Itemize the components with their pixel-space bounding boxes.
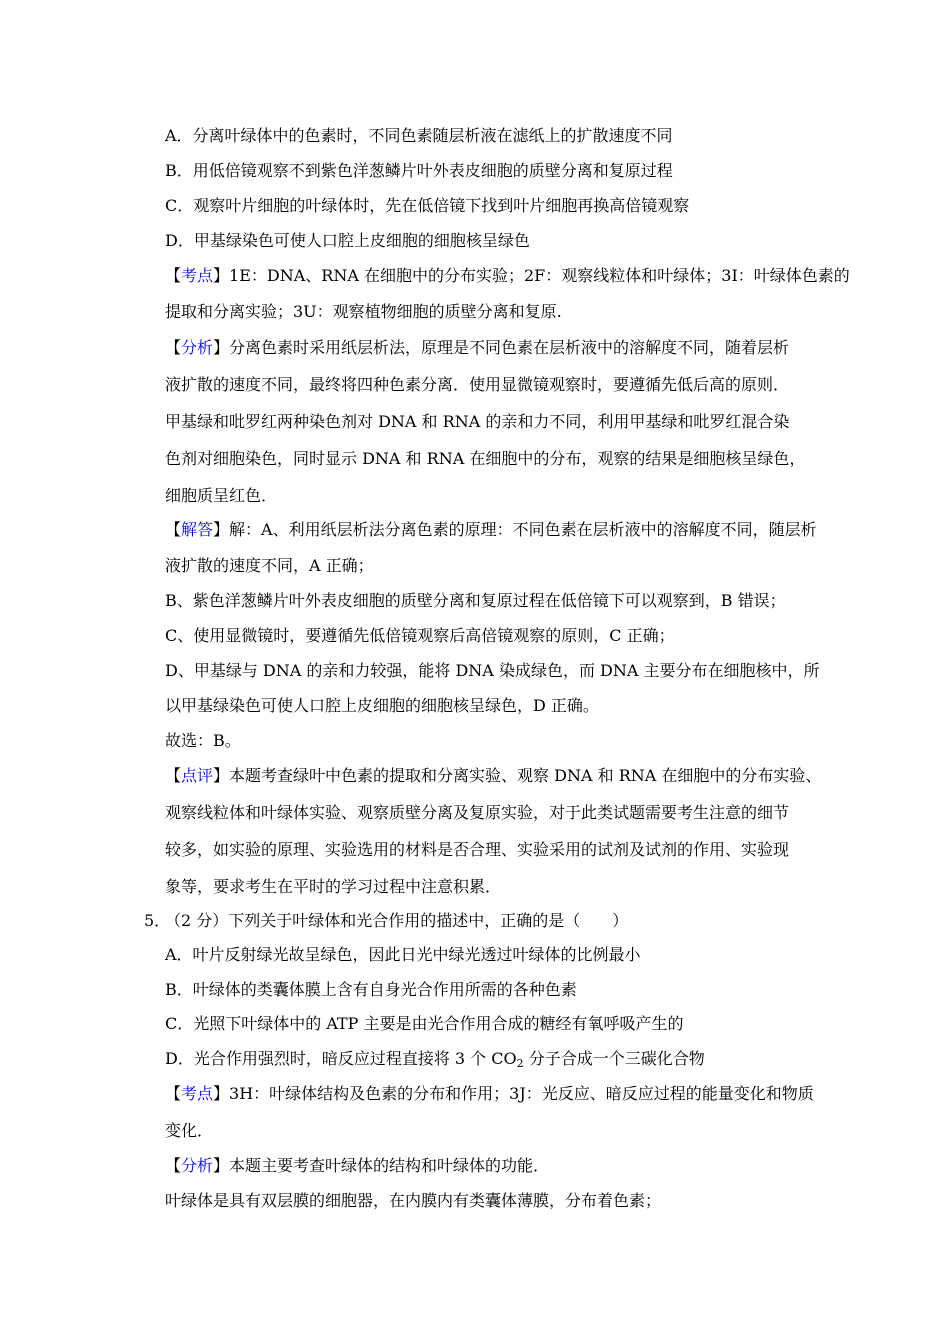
bracket-open: 【 (165, 266, 182, 285)
jieda-label: 解答 (181, 520, 214, 539)
jieda-text-cont: 液扩散的速度不同，A 正确； (165, 556, 374, 575)
jieda-text-cont: 以甲基绿染色可使人口腔上皮细胞的细胞核呈绿色，D 正确。 (165, 696, 599, 715)
jieda-text-cont: B、紫色洋葱鳞片叶外表皮细胞的质壁分离和复原过程在低倍镜下可以观察到，B 错误； (165, 591, 786, 610)
bracket-open: 【 (165, 1084, 182, 1103)
q5-fenxi-text: 本题主要考查叶绿体的结构和叶绿体的功能． (229, 1156, 550, 1175)
dianping-text-cont: 象等，要求考生在平时的学习过程中注意积累． (165, 877, 502, 896)
question-number: 5． (144, 911, 171, 930)
bracket-open: 【 (165, 766, 182, 785)
dianping-text-cont: 较多，如实验的原理、实验选用的材料是否合理、实验采用的试剂及试剂的作用、实验现 (165, 840, 790, 859)
bracket-open: 【 (165, 338, 182, 357)
kaodian-text: 1E：DNA、RNA 在细胞中的分布实验；2F：观察线粒体和叶绿体；3I：叶绿体色素的 (229, 266, 850, 285)
option-a: A．分离叶绿体中的色素时，不同色素随层析液在滤纸上的扩散速度不同 (165, 126, 673, 145)
q5-option-d-text: D．光合作用强烈时，暗反应过程直接将 3 个 CO (165, 1049, 517, 1068)
bracket-close: 】 (213, 1084, 230, 1103)
q5-kaodian-section (165, 1084, 830, 1104)
jieda-text-cont: D、甲基绿与 DNA 的亲和力较强，能将 DNA 染成绿色，而 DNA 主要分布在细胞核中，所 (165, 661, 820, 680)
fenxi-text: 分离色素时采用纸层析法，原理是不同色素在层析液中的溶解度不同，随着层析 (229, 338, 790, 357)
bracket-close: 】 (213, 1156, 230, 1175)
dianping-text: 本题考查绿叶中色素的提取和分离实验、观察 DNA 和 RNA 在细胞中的分布实验、 (229, 766, 822, 785)
question-stem: （2 分）下列关于叶绿体和光合作用的描述中，正确的是（ ） (165, 911, 629, 930)
q5-fenxi-label: 分析 (181, 1156, 214, 1175)
q5-fenxi-text-cont: 叶绿体是具有双层膜的细胞器，在内膜内有类囊体薄膜，分布着色素； (165, 1191, 662, 1210)
option-c: C．观察叶片细胞的叶绿体时，先在低倍镜下找到叶片细胞再换高倍镜观察 (165, 196, 690, 215)
bracket-close: 】 (213, 766, 230, 785)
dianping-text-cont: 观察线粒体和叶绿体实验、观察质壁分离及复原实验，对于此类试题需要考生注意的细节 (165, 803, 790, 822)
fenxi-text-cont: 甲基绿和吡罗红两种染色剂对 DNA 和 RNA 的亲和力不同，利用甲基绿和吡罗红混合染 (165, 412, 790, 431)
q5-kaodian-label: 考点 (181, 1084, 214, 1103)
dianping-label: 点评 (181, 766, 214, 785)
jieda-section (165, 520, 830, 540)
bracket-close: 】 (213, 338, 230, 357)
q5-option-a: A．叶片反射绿光故呈绿色，因此日光中绿光透过叶绿体的比例最小 (165, 945, 641, 964)
jieda-answer: 故选：B。 (165, 731, 241, 750)
fenxi-section (165, 338, 830, 358)
q5-kaodian-text: 3H：叶绿体结构及色素的分布和作用；3J：光反应、暗反应过程的能量变化和物质 (229, 1084, 814, 1103)
option-b: B．用低倍镜观察不到紫色洋葱鳞片叶外表皮细胞的质壁分离和复原过程 (165, 161, 673, 180)
q5-kaodian-text-cont: 变化． (165, 1121, 214, 1140)
dianping-section (165, 766, 830, 786)
fenxi-text-cont: 液扩散的速度不同，最终将四种色素分离．使用显微镜观察时，要遵循先低后高的原则． (165, 375, 790, 394)
subscript: 2 (516, 1057, 524, 1070)
q5-option-c: C．光照下叶绿体中的 ATP 主要是由光合作用合成的糖经有氧呼吸产生的 (165, 1014, 684, 1033)
q5-option-d (165, 1049, 830, 1069)
kaodian-section (165, 266, 850, 286)
bracket-open: 【 (165, 1156, 182, 1175)
option-d: D．甲基绿染色可使人口腔上皮细胞的细胞核呈绿色 (165, 231, 530, 250)
jieda-text: 解：A、利用纸层析法分离色素的原理：不同色素在层析液中的溶解度不同，随层析 (229, 520, 817, 539)
q5-option-d-text-end: 分子合成一个三碳化合物 (523, 1049, 705, 1068)
bracket-close: 】 (213, 520, 230, 539)
q5-option-b: B．叶绿体的类囊体膜上含有自身光合作用所需的各种色素 (165, 980, 577, 999)
bracket-close: 】 (213, 266, 230, 285)
jieda-text-cont: C、使用显微镜时，要遵循先低倍镜观察后高倍镜观察的原则，C 正确； (165, 626, 675, 645)
kaodian-label: 考点 (181, 266, 214, 285)
fenxi-text-cont: 细胞质呈红色． (165, 486, 278, 505)
q5-fenxi-section (165, 1156, 830, 1176)
bracket-open: 【 (165, 520, 182, 539)
fenxi-label: 分析 (181, 338, 214, 357)
kaodian-text-cont: 提取和分离实验；3U：观察植物细胞的质壁分离和复原. (165, 302, 562, 321)
fenxi-text-cont: 色剂对细胞染色，同时显示 DNA 和 RNA 在细胞中的分布，观察的结果是细胞核呈绿色， (165, 449, 806, 468)
